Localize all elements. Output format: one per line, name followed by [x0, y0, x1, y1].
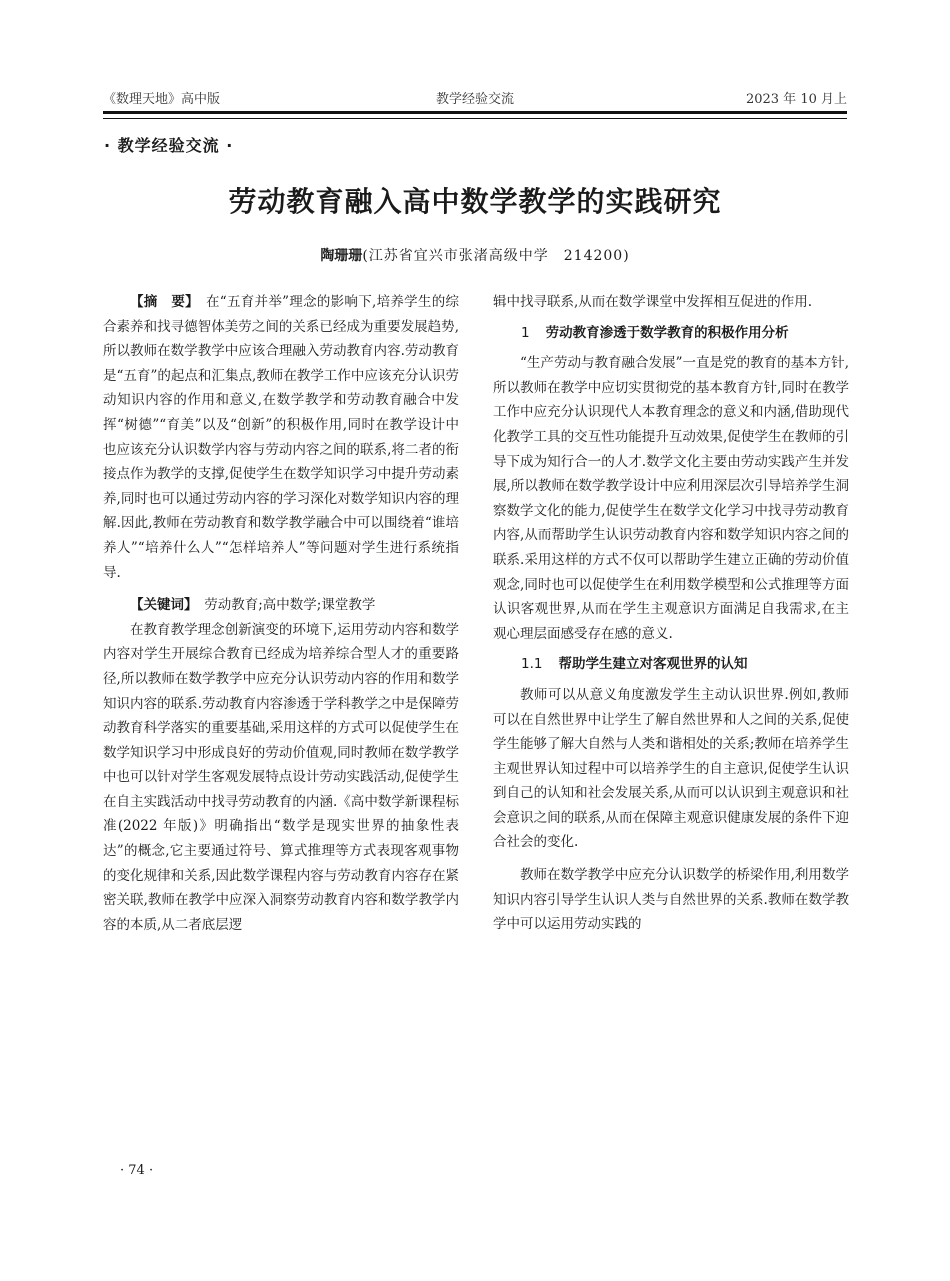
section-tag: · 教学经验交流 · [104, 136, 234, 155]
journal-name: 《数理天地》高中版 [103, 92, 221, 107]
abstract-label: 【摘 要】 [130, 294, 193, 310]
author-line [0, 245, 950, 265]
intro-paragraph-continued: 辑中找寻联系,从而在数学课堂中发挥相互促进的作用. [493, 294, 813, 310]
intro-paragraph: 在教育教学理念创新演变的环境下,运用劳动内容和数学内容对学生开展综合教育已经成为培养综合型人才的重要路径,所以教师在数学教学中应充分认识劳动内容的作用和数学知识内容的联系.劳动教育内容渗透于学科教学之中是保障劳动教育科学落实的重要基础,采用这样的方式可以促使学生在数学知识学习中形成良好的劳动价值观,同时教师在数学教学中也可以针对学生客观发展特点设计劳动实践活动,促使学生在自主实践活动中找寻劳动教育的内涵.《高中数学新课程标准(2022 年版)》明确指出“数学是现实世界的抽象性表达”的概念,它主要通过符号、算式推理等方式表现客观事物的变化规律和关系,因此数学课程内容与劳动教育内容存在紧密关联,教师在教学中应深入洞察劳动教育内容和数学教学内容的本质,从二者底层逻 [103, 621, 459, 933]
section-1-paragraph: “生产劳动与教育融合发展”一直是党的教育的基本方针,所以教师在教学中应切实贯彻党的基本教育方针,同时在教学工作中应充分认识现代人本教育理念的意义和内涵,借助现代化教学工具的交互性功能提升互动效果,促使学生在教师的引导下成为知行合一的人才.数学文化主要由劳动实践产生并发展,所以教师在数学教学设计中应利用深层次引导培养学生洞察数学文化的能力,促使学生在数学文化学习中找寻劳动教育内容,从而帮助学生认识劳动教育内容和数学知识内容之间的联系.采用这样的方式不仅可以帮助学生建立正确的劳动价值观念,同时也可以促使学生在利用数学模型和公式推理等方面认识客观世界,从而在学生主观意识方面满足自我需求,在主观心理层面感受存在感的意义. [493, 355, 849, 642]
page-number: · 74 · [120, 1163, 154, 1178]
section-1-1-number: 1.1 [521, 656, 543, 673]
section-1-heading [493, 315, 849, 352]
keywords [103, 593, 459, 618]
article-title: 劳动教育融入高中数学教学的实践研究 [228, 185, 722, 218]
author-name: 陶珊珊 [320, 248, 363, 264]
section-1-title: 劳动教育渗透于数学教育的积极作用分析 [545, 324, 789, 341]
running-header [103, 88, 847, 110]
abstract-text: 在“五育并举”理念的影响下,培养学生的综合素养和找寻德智体美劳之间的关系已经成为重要发展趋势,所以教师在数学教学中应该合理融入劳动教育内容.劳动教育是“五育”的起点和汇集点,教师在教学工作中应该充分认识劳动知识内容的作用和意义,在数学教学和劳动教育融合中发挥“树德”“育美”以及“创新”的积极作用,同时在教学设计中也应该充分认识数学内容与劳动内容之间的联系,将二者的衔接点作为教学的支撑,促使学生在数学知识学习中提升劳动素养,同时也可以通过劳动内容的学习深化对数学知识内容的理解.因此,教师在劳动教育和数学教学融合中可以围绕着“谁培养人”“培养什么人”“怎样培养人”等问题对学生进行系统指导. [103, 294, 460, 581]
section-1-1-paragraph-1: 教师可以从意义角度激发学生主动认识世界.例如,教师可以在自然世界中让学生了解自然世界和人之间的关系,促使学生能够了解大自然与人类和谐相处的关系;教师在培养学生主观世界认知过程中可以培养学生的自主意识,促使学生认识到自己的认知和社会发展关系,从而可以认识到主观意识和社会意识之间的联系,从而在保障主观意识健康发展的条件下迎合社会的变化. [493, 686, 849, 851]
section-1-1-heading [493, 646, 849, 683]
header-column: 教学经验交流 [435, 92, 514, 107]
section-1-1-paragraph-2: 教师在数学教学中应充分认识数学的桥梁作用,利用数学知识内容引导学生认识人类与自然世界的关系.教师在数学教学中可以运用劳动实践的 [493, 867, 849, 933]
section-1-1-title: 帮助学生建立对客观世界的认知 [558, 656, 748, 673]
abstract [103, 290, 459, 585]
author-affiliation: (江苏省宜兴市张渚高级中学 214200) [362, 248, 630, 264]
left-column [103, 290, 459, 937]
issue-date: 2023 年 10 月上 [745, 92, 847, 107]
header-rule-thick [103, 111, 847, 114]
keywords-text: 劳动教育;高中数学;课堂教学 [204, 597, 376, 614]
header-rule-thin [103, 118, 847, 119]
keywords-label: 【关键词】 [130, 597, 191, 614]
right-column [493, 290, 849, 937]
section-1-number: 1 [521, 324, 530, 341]
